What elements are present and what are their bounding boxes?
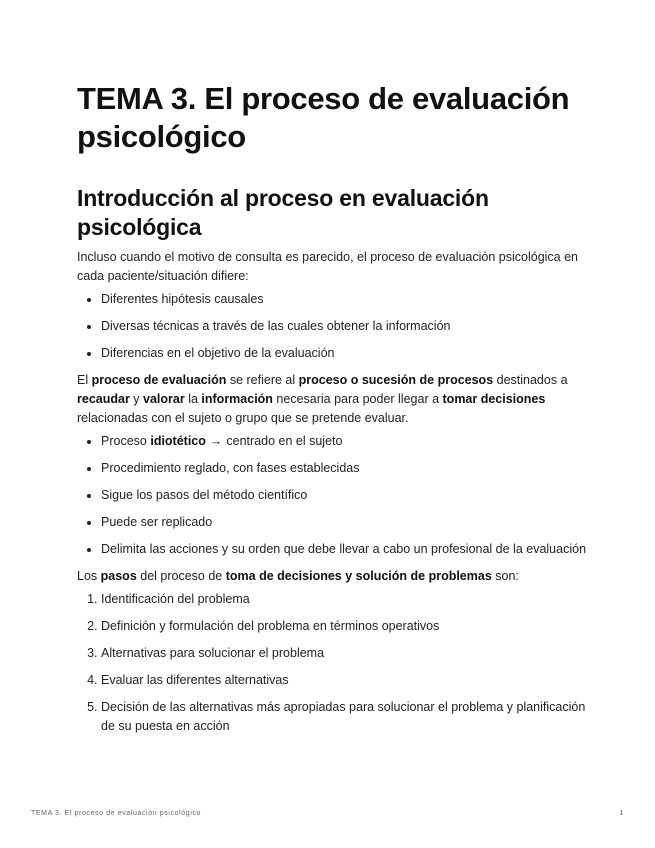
- text-run: Los: [77, 569, 101, 583]
- arrow-icon: →: [209, 434, 223, 448]
- list-item: 4. Evaluar las diferentes alternativas: [101, 671, 587, 690]
- list-item: [101, 432, 587, 451]
- steps-intro-paragraph: [77, 567, 587, 586]
- page-footer: [31, 810, 624, 822]
- list-item: • Sigue los pasos del método científico: [101, 486, 587, 505]
- text-run: destinados a: [493, 373, 568, 387]
- text-run: se refiere al: [226, 373, 299, 387]
- list-item: • Puede ser replicado: [101, 513, 587, 532]
- bold-term: pasos: [100, 569, 137, 583]
- list-item: • Diferentes hipótesis causales: [101, 290, 587, 309]
- text-run: necesaria para poder llegar a: [272, 392, 443, 406]
- bold-term: recaudar: [77, 392, 130, 406]
- definition-paragraph: [77, 371, 587, 428]
- footer-title: TEMA 3. El proceso de evaluación psicológico: [31, 810, 201, 817]
- list-item: • Diferencias en el objetivo de la evaluación: [101, 344, 587, 363]
- text-run: la: [184, 392, 202, 406]
- page-number: 1: [619, 810, 624, 817]
- bold-term: valorar: [143, 392, 185, 406]
- list-item: • Procedimiento reglado, con fases establecidas: [101, 459, 587, 478]
- section-heading: Introducción al proceso en evaluación psicológica: [77, 185, 489, 240]
- text-run: son:: [491, 569, 519, 583]
- bold-term: toma de decisiones y solución de problemas: [225, 569, 492, 583]
- bold-term: proceso o sucesión de procesos: [298, 373, 494, 387]
- list-item: 3. Alternativas para solucionar el problema: [101, 644, 587, 663]
- list-item: • Diversas técnicas a través de las cuales obtener la información: [101, 317, 587, 336]
- text-run: y: [129, 392, 144, 406]
- intro-paragraph: Incluso cuando el motivo de consulta es parecido, el proceso de evaluación psicológica en cada paciente/situación difiere:: [77, 250, 579, 283]
- text-run: del proceso de: [136, 569, 226, 583]
- intro-bullet-list: [77, 290, 587, 363]
- text-run: centrado en el sujeto: [226, 434, 343, 448]
- steps-numbered-list: [77, 590, 587, 736]
- list-item: • Delimita las acciones y su orden que debe llevar a cabo un profesional de la evaluación: [101, 540, 587, 559]
- bold-term: proceso de evaluación: [91, 373, 227, 387]
- bold-term: tomar decisiones: [442, 392, 546, 406]
- text-run: El: [77, 373, 92, 387]
- page-content: [77, 80, 587, 744]
- list-item: 2. Definición y formulación del problema en términos operativos: [101, 617, 587, 636]
- bold-term: información: [201, 392, 273, 406]
- text-run: relacionadas con el sujeto o grupo que se pretende evaluar.: [77, 411, 409, 425]
- bold-term: idiotético: [150, 434, 206, 448]
- list-item: 1. Identificación del problema: [101, 590, 587, 609]
- process-bullet-list: [77, 432, 587, 559]
- page-title: TEMA 3. El proceso de evaluación psicológico: [77, 81, 570, 154]
- list-item: 5. Decisión de las alternativas más apropiadas para solucionar el problema y planificación de su puesta en acción: [101, 698, 587, 736]
- text-run: Proceso: [101, 434, 151, 448]
